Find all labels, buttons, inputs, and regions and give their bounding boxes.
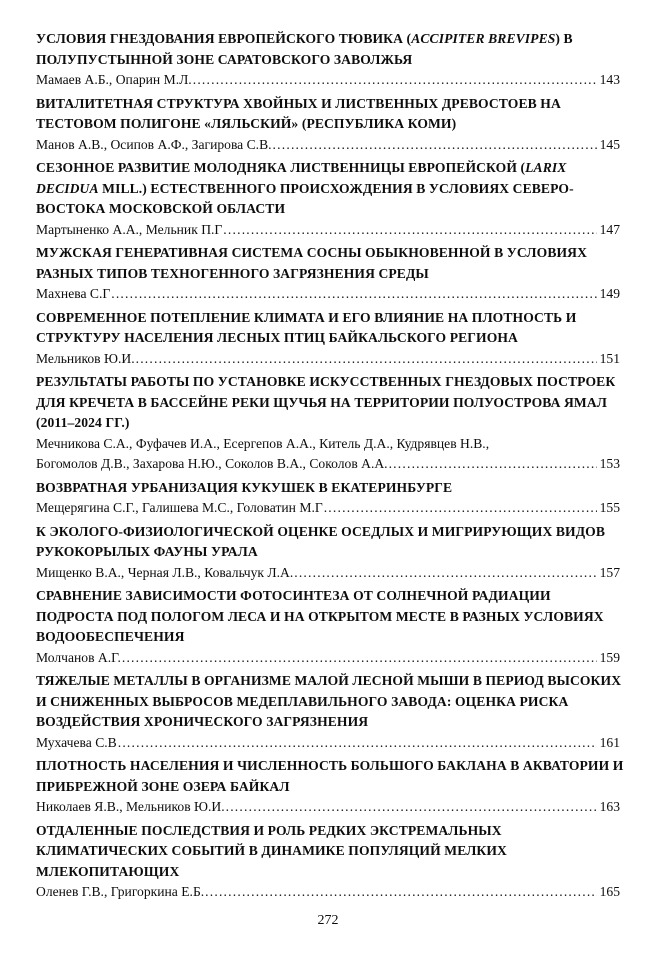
dot-leader bbox=[324, 498, 597, 519]
entry-author-line: Мельников Ю.И. ..... 151 bbox=[36, 349, 620, 370]
entry-authors bbox=[36, 733, 620, 754]
dot-leader bbox=[294, 563, 596, 584]
entry-page-number: 157 bbox=[599, 564, 620, 580]
entry-title bbox=[36, 94, 620, 135]
toc-entry bbox=[36, 158, 620, 240]
dot-leader bbox=[136, 349, 597, 370]
entry-page-number: 153 bbox=[599, 456, 620, 471]
toc-entry bbox=[36, 29, 620, 91]
toc-entry bbox=[36, 478, 620, 519]
entry-page-number: 143 bbox=[599, 72, 620, 87]
entry-page-number: 151 bbox=[599, 350, 620, 366]
dot-leader bbox=[389, 454, 597, 475]
entry-title-line: ОТДАЛЕННЫЕ ПОСЛЕДСТВИЯ И РОЛЬ РЕДКИХ ЭКСТРЕМАЛЬНЫХ bbox=[36, 822, 502, 838]
entry-title-line: ВОЗДЕЙСТВИЯ ХРОНИЧЕСКОГО ЗАГРЯЗНЕНИЯ bbox=[36, 714, 369, 729]
entry-title-line: ВИТАЛИТЕТНАЯ СТРУКТУРА ХВОЙНЫХ И ЛИСТВЕННЫХ ДРЕВОСТОЕВ НА bbox=[36, 95, 561, 111]
entry-author-line: Мамаев А.Б., Опарин М.Л. ..... 143 bbox=[36, 70, 620, 91]
entry-author-line: Молчанов А.Г. ..... 159 bbox=[36, 648, 620, 669]
entry-title bbox=[36, 372, 620, 434]
entry-authors bbox=[36, 648, 620, 669]
toc-entry bbox=[36, 821, 620, 903]
entry-title-line: И СНИЖЕННЫХ ВЫБРОСОВ МЕДЕПЛАВИЛЬНОГО ЗАВОДА: ОЦЕНКА РИСКА bbox=[36, 693, 569, 709]
dot-leader bbox=[193, 70, 597, 91]
entry-title bbox=[36, 522, 620, 563]
entry-page-number: 147 bbox=[599, 221, 620, 237]
dot-leader bbox=[273, 135, 597, 156]
dot-leader bbox=[223, 220, 596, 241]
entry-title-line: РАЗНЫХ ТИПОВ ТЕХНОГЕННОГО ЗАГРЯЗНЕНИЯ СРЕДЫ bbox=[36, 265, 429, 281]
entry-title-line: КЛИМАТИЧЕСКИХ СОБЫТИЙ В ДИНАМИКЕ ПОПУЛЯЦИЙ МЕЛКИХ bbox=[36, 843, 507, 858]
toc-entry bbox=[36, 243, 620, 305]
entry-title-line: ПОДРОСТА ПОД ПОЛОГОМ ЛЕСА И НА ОТКРЫТОМ МЕСТЕ В РАЗНЫХ УСЛОВИЯХ bbox=[36, 608, 604, 624]
entry-author-line: Мартыненко А.А., Мельник П.Г ..... 147 bbox=[36, 220, 620, 241]
entry-title-line: ВОСТОКА МОСКОВСКОЙ ОБЛАСТИ bbox=[36, 201, 286, 216]
dot-leader bbox=[226, 797, 597, 818]
entry-page-number: 165 bbox=[599, 884, 620, 899]
entry-title-line: РУКОКОРЫЛЫХ ФАУНЫ УРАЛА bbox=[36, 544, 258, 559]
entry-title-line: ПРИБРЕЖНОЙ ЗОНЕ ОЗЕРА БАЙКАЛ bbox=[36, 778, 290, 794]
dot-leader bbox=[122, 648, 597, 669]
entry-authors bbox=[36, 284, 620, 305]
entry-author-line: Манов А.В., Осипов А.Ф., Загирова С.В. ..... 145 bbox=[36, 135, 620, 156]
entry-author-line: Мещерягина С.Г., Галишева М.С., Головатин М.Г ..... 155 bbox=[36, 498, 620, 519]
entry-title-line: ВОЗВРАТНАЯ УРБАНИЗАЦИЯ КУКУШЕК В ЕКАТЕРИНБУРГЕ bbox=[36, 479, 453, 495]
entry-title-line: ПЛОТНОСТЬ НАСЕЛЕНИЯ И ЧИСЛЕННОСТЬ БОЛЬШОГО БАКЛАНА В АКВАТОРИИ И bbox=[36, 758, 624, 773]
entry-authors bbox=[36, 135, 620, 156]
entry-author-line: Богомолов Д.В., Захарова Н.Ю., Соколов В.А., Соколов А.А. ..... 153 bbox=[36, 454, 620, 475]
entry-title-line: СТРУКТУРУ НАСЕЛЕНИЯ ЛЕСНЫХ ПТИЦ БАЙКАЛЬСКОГО РЕГИОНА bbox=[36, 330, 518, 345]
footer-page-number: 272 bbox=[317, 912, 339, 928]
entry-page-number: 161 bbox=[599, 734, 620, 750]
entry-title-line: ПОЛУПУСТЫННОЙ ЗОНЕ САРАТОВСКОГО ЗАВОЛЖЬЯ bbox=[36, 51, 413, 67]
entry-title bbox=[36, 586, 620, 648]
entry-title bbox=[36, 821, 620, 883]
entry-authors bbox=[36, 498, 620, 519]
entry-author-line: Николаев Я.В., Мельников Ю.И. ..... 163 bbox=[36, 797, 620, 818]
toc-entry bbox=[36, 522, 620, 584]
dot-leader bbox=[118, 733, 597, 754]
entry-authors bbox=[36, 349, 620, 370]
entry-title-line: МЛЕКОПИТАЮЩИХ bbox=[36, 863, 180, 879]
entry-title-line: (2011–2024 ГГ.) bbox=[36, 415, 130, 430]
entry-author-line: Мечникова С.А., Фуфачев И.А., Есергепов А.А., Китель Д.А., Кудрявцев Н.В., bbox=[36, 435, 490, 451]
entry-title bbox=[36, 308, 620, 349]
entry-title-line: СРАВНЕНИЕ ЗАВИСИМОСТИ ФОТОСИНТЕЗА ОТ СОЛНЕЧНОЙ РАДИАЦИИ bbox=[36, 588, 551, 603]
entry-authors bbox=[36, 434, 620, 475]
toc-entry bbox=[36, 94, 620, 156]
entry-title-line: ТЕСТОВОМ ПОЛИГОНЕ «ЛЯЛЬСКИЙ» (РЕСПУБЛИКА КОМИ) bbox=[36, 116, 457, 131]
entry-author-line: Мухачева С.В ..... 161 bbox=[36, 733, 620, 754]
entry-page-number: 145 bbox=[599, 136, 620, 152]
entry-title-line: СЕЗОННОЕ РАЗВИТИЕ МОЛОДНЯКА ЛИСТВЕННИЦЫ ЕВРОПЕЙСКОЙ (LARIX bbox=[36, 160, 567, 175]
entry-title-line: ВОДООБЕСПЕЧЕНИЯ bbox=[36, 629, 185, 644]
toc-entry bbox=[36, 586, 620, 668]
entry-title-line: DECIDUA MILL.) ЕСТЕСТВЕННОГО ПРОИСХОЖДЕНИЯ В УСЛОВИЯХ СЕВЕРО- bbox=[36, 180, 574, 196]
entry-authors bbox=[36, 882, 620, 903]
entry-title-line: РЕЗУЛЬТАТЫ РАБОТЫ ПО УСТАНОВКЕ ИСКУССТВЕННЫХ ГНЕЗДОВЫХ ПОСТРОЕК bbox=[36, 374, 616, 389]
entry-author-line: Махнева С.Г ..... 149 bbox=[36, 284, 620, 305]
toc-entry bbox=[36, 308, 620, 370]
dot-leader bbox=[205, 882, 596, 903]
entry-title-line: МУЖСКАЯ ГЕНЕРАТИВНАЯ СИСТЕМА СОСНЫ ОБЫКНОВЕННОЙ В УСЛОВИЯХ bbox=[36, 245, 587, 260]
entry-page-number: 149 bbox=[599, 286, 620, 301]
dot-leader bbox=[111, 284, 596, 305]
entry-title-line: СОВРЕМЕННОЕ ПОТЕПЛЕНИЕ КЛИМАТА И ЕГО ВЛИЯНИЕ НА ПЛОТНОСТЬ И bbox=[36, 309, 577, 325]
toc-entry bbox=[36, 671, 620, 753]
entry-authors bbox=[36, 220, 620, 241]
entry-title bbox=[36, 478, 620, 499]
entry-title bbox=[36, 756, 624, 797]
entry-title-line: ТЯЖЕЛЫЕ МЕТАЛЛЫ В ОРГАНИЗМЕ МАЛОЙ ЛЕСНОЙ МЫШИ В ПЕРИОД ВЫСОКИХ bbox=[36, 673, 622, 688]
toc-entry bbox=[36, 756, 624, 818]
entry-author-line: Оленев Г.В., Григоркина Е.Б. ..... 165 bbox=[36, 882, 620, 903]
entry-title-line: УСЛОВИЯ ГНЕЗДОВАНИЯ ЕВРОПЕЙСКОГО ТЮВИКА (ACCIPITER BREVIPES) В bbox=[36, 31, 573, 46]
entry-page-number: 159 bbox=[599, 649, 620, 665]
entry-title-line: К ЭКОЛОГО-ФИЗИОЛОГИЧЕСКОЙ ОЦЕНКЕ ОСЕДЛЫХ И МИГРИРУЮЩИХ ВИДОВ bbox=[36, 523, 606, 539]
entry-authors bbox=[36, 797, 620, 818]
entry-title bbox=[36, 158, 620, 220]
entry-title-line: ДЛЯ КРЕЧЕТА В БАССЕЙНЕ РЕКИ ЩУЧЬЯ НА ТЕРРИТОРИИ ПОЛУОСТРОВА ЯМАЛ bbox=[36, 394, 608, 410]
toc-list bbox=[36, 29, 624, 903]
entry-authors bbox=[36, 70, 620, 91]
entry-page-number: 155 bbox=[599, 500, 620, 515]
toc-entry bbox=[36, 372, 620, 475]
entry-authors bbox=[36, 563, 620, 584]
entry-title bbox=[36, 29, 620, 70]
entry-title bbox=[36, 243, 620, 284]
entry-author-line: Мищенко В.А., Черная Л.В., Ковальчук Л.А. ..... 157 bbox=[36, 563, 620, 584]
entry-page-number: 163 bbox=[599, 799, 620, 814]
entry-title bbox=[36, 671, 620, 733]
